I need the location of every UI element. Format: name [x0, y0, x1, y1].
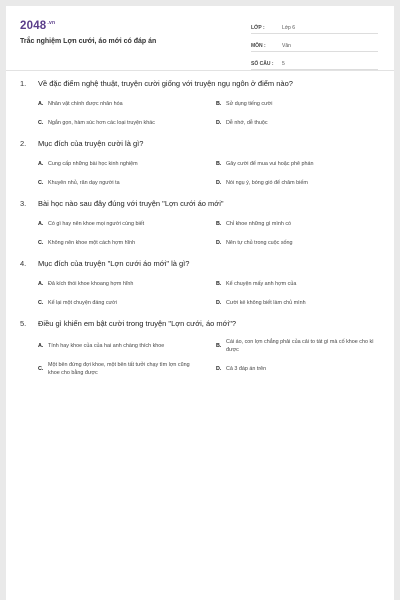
option-c[interactable] [38, 177, 210, 189]
option-letter: D. [216, 180, 222, 186]
question-5 [20, 319, 380, 377]
option-text: Tính hay khoe của của hai anh chàng thích khoe [48, 343, 165, 349]
option-a[interactable] [38, 98, 210, 110]
question-text: Mục đích của truyện cười là gì? [38, 139, 144, 148]
option-text: Ngắn gọn, hàm súc hơn các loại truyện khác [48, 120, 155, 126]
option-c[interactable] [38, 117, 210, 129]
option-text: Cái áo, con lợn chẳng phải của cải to tát gì mà cố khoe cho kì được [226, 339, 374, 353]
option-letter: A. [38, 101, 44, 107]
option-a[interactable] [38, 338, 210, 354]
question-number: 1. [20, 79, 27, 88]
option-text: Nhân vật chính được nhân hóa [48, 101, 123, 107]
option-text: Cười kẻ không biết làm chủ mình [226, 300, 306, 306]
option-text: Dễ nhớ, dễ thuộc [226, 120, 268, 126]
option-c[interactable] [38, 297, 210, 309]
question-text: Điều gì khiến em bật cười trong truyện "Lợn cưới, áo mới"? [38, 319, 237, 328]
option-c[interactable] [38, 237, 210, 249]
option-a[interactable] [38, 158, 210, 170]
option-text: Khuyên nhủ, răn dạy người ta [48, 180, 120, 186]
option-b[interactable] [216, 98, 388, 110]
option-b[interactable] [216, 218, 388, 230]
option-text: Chỉ khoe những gì mình có [226, 221, 292, 227]
logo-suffix: .vn [47, 20, 56, 26]
option-letter: D. [216, 240, 222, 246]
meta-label: MÔN : [251, 43, 266, 49]
option-text: Sử dụng tiếng cười [226, 101, 273, 107]
option-text: Một bên đứng đợi khoe, một bên tất tưởi chạy tìm lợn cũng khoe cho bằng được [48, 362, 190, 376]
meta-value: 5 [282, 61, 285, 67]
quiz-title: Trắc nghiệm Lợn cưới, áo mới có đáp án [20, 38, 157, 45]
meta-value: Lớp 6 [282, 25, 296, 31]
option-letter: A. [38, 221, 44, 227]
option-letter: D. [216, 300, 222, 306]
answer-options [38, 218, 380, 249]
quiz-meta [251, 18, 378, 72]
meta-row-count [251, 54, 378, 70]
question-list [20, 79, 380, 387]
option-letter: D. [216, 366, 222, 372]
question-1 [20, 79, 380, 129]
question-number: 3. [20, 199, 27, 208]
option-c[interactable] [38, 361, 210, 377]
option-letter: D. [216, 120, 222, 126]
option-text: Cung cấp những bài học kinh nghiệm [48, 161, 138, 167]
answer-options [38, 278, 380, 309]
question-title [20, 139, 380, 149]
question-number: 4. [20, 259, 27, 268]
option-text: Cả 3 đáp án trên [226, 366, 267, 372]
meta-value: Văn [282, 43, 291, 49]
question-number: 2. [20, 139, 27, 148]
option-text: Kể chuyện mấy anh hợm của [226, 281, 297, 287]
option-b[interactable] [216, 338, 388, 354]
option-text: Gây cười để mua vui hoặc phê phán [226, 161, 314, 167]
question-title [20, 259, 380, 269]
meta-row-subject [251, 36, 378, 52]
option-text: Nói ngụ ý, bóng gió để châm biếm [226, 180, 308, 186]
option-text: Đả kích thói khoe khoang hợm hĩnh [48, 281, 134, 287]
question-number: 5. [20, 319, 27, 328]
option-letter: B. [216, 343, 222, 349]
option-letter: C. [38, 180, 44, 186]
meta-row-class [251, 18, 378, 34]
option-letter: C. [38, 366, 44, 372]
option-a[interactable] [38, 218, 210, 230]
option-a[interactable] [38, 278, 210, 290]
option-text: Có gì hay nên khoe mọi người cùng biết [48, 221, 145, 227]
option-letter: B. [216, 281, 222, 287]
meta-label: LỚP : [251, 25, 265, 31]
option-d[interactable] [216, 297, 388, 309]
question-2 [20, 139, 380, 189]
document-page [6, 6, 394, 600]
option-text: Nên tự chủ trong cuộc sống [226, 240, 293, 246]
question-title [20, 199, 380, 209]
option-d[interactable] [216, 117, 388, 129]
option-d[interactable] [216, 177, 388, 189]
option-letter: C. [38, 300, 44, 306]
question-text: Mục đích của truyện "Lợn cưới áo mới" là gì? [38, 259, 190, 268]
option-letter: B. [216, 161, 222, 167]
option-letter: B. [216, 221, 222, 227]
meta-label: SỐ CÂU : [251, 61, 274, 67]
answer-options [38, 98, 380, 129]
question-title [20, 319, 380, 329]
option-text: Không nên khoe một cách hợm hĩnh [48, 240, 136, 246]
question-title [20, 79, 380, 89]
option-letter: C. [38, 120, 44, 126]
option-d[interactable] [216, 237, 388, 249]
option-letter: A. [38, 343, 44, 349]
option-letter: A. [38, 281, 44, 287]
logo-text: 2048 [20, 20, 47, 32]
option-b[interactable] [216, 158, 388, 170]
document-header [6, 6, 394, 68]
question-3 [20, 199, 380, 249]
option-letter: C. [38, 240, 44, 246]
header-divider [6, 70, 394, 71]
option-letter: B. [216, 101, 222, 107]
question-4 [20, 259, 380, 309]
question-text: Về đặc điểm nghệ thuật, truyện cười giống với truyện ngụ ngôn ở điểm nào? [38, 79, 293, 88]
answer-options [38, 338, 380, 377]
question-text: Bài học nào sau đây đúng với truyện "Lợn cưới áo mới" [38, 199, 224, 208]
answer-options [38, 158, 380, 189]
option-text: Kể lại một chuyện đáng cười [48, 300, 117, 306]
option-b[interactable] [216, 278, 388, 290]
option-letter: A. [38, 161, 44, 167]
site-logo[interactable] [20, 20, 55, 32]
option-d[interactable] [216, 361, 388, 377]
